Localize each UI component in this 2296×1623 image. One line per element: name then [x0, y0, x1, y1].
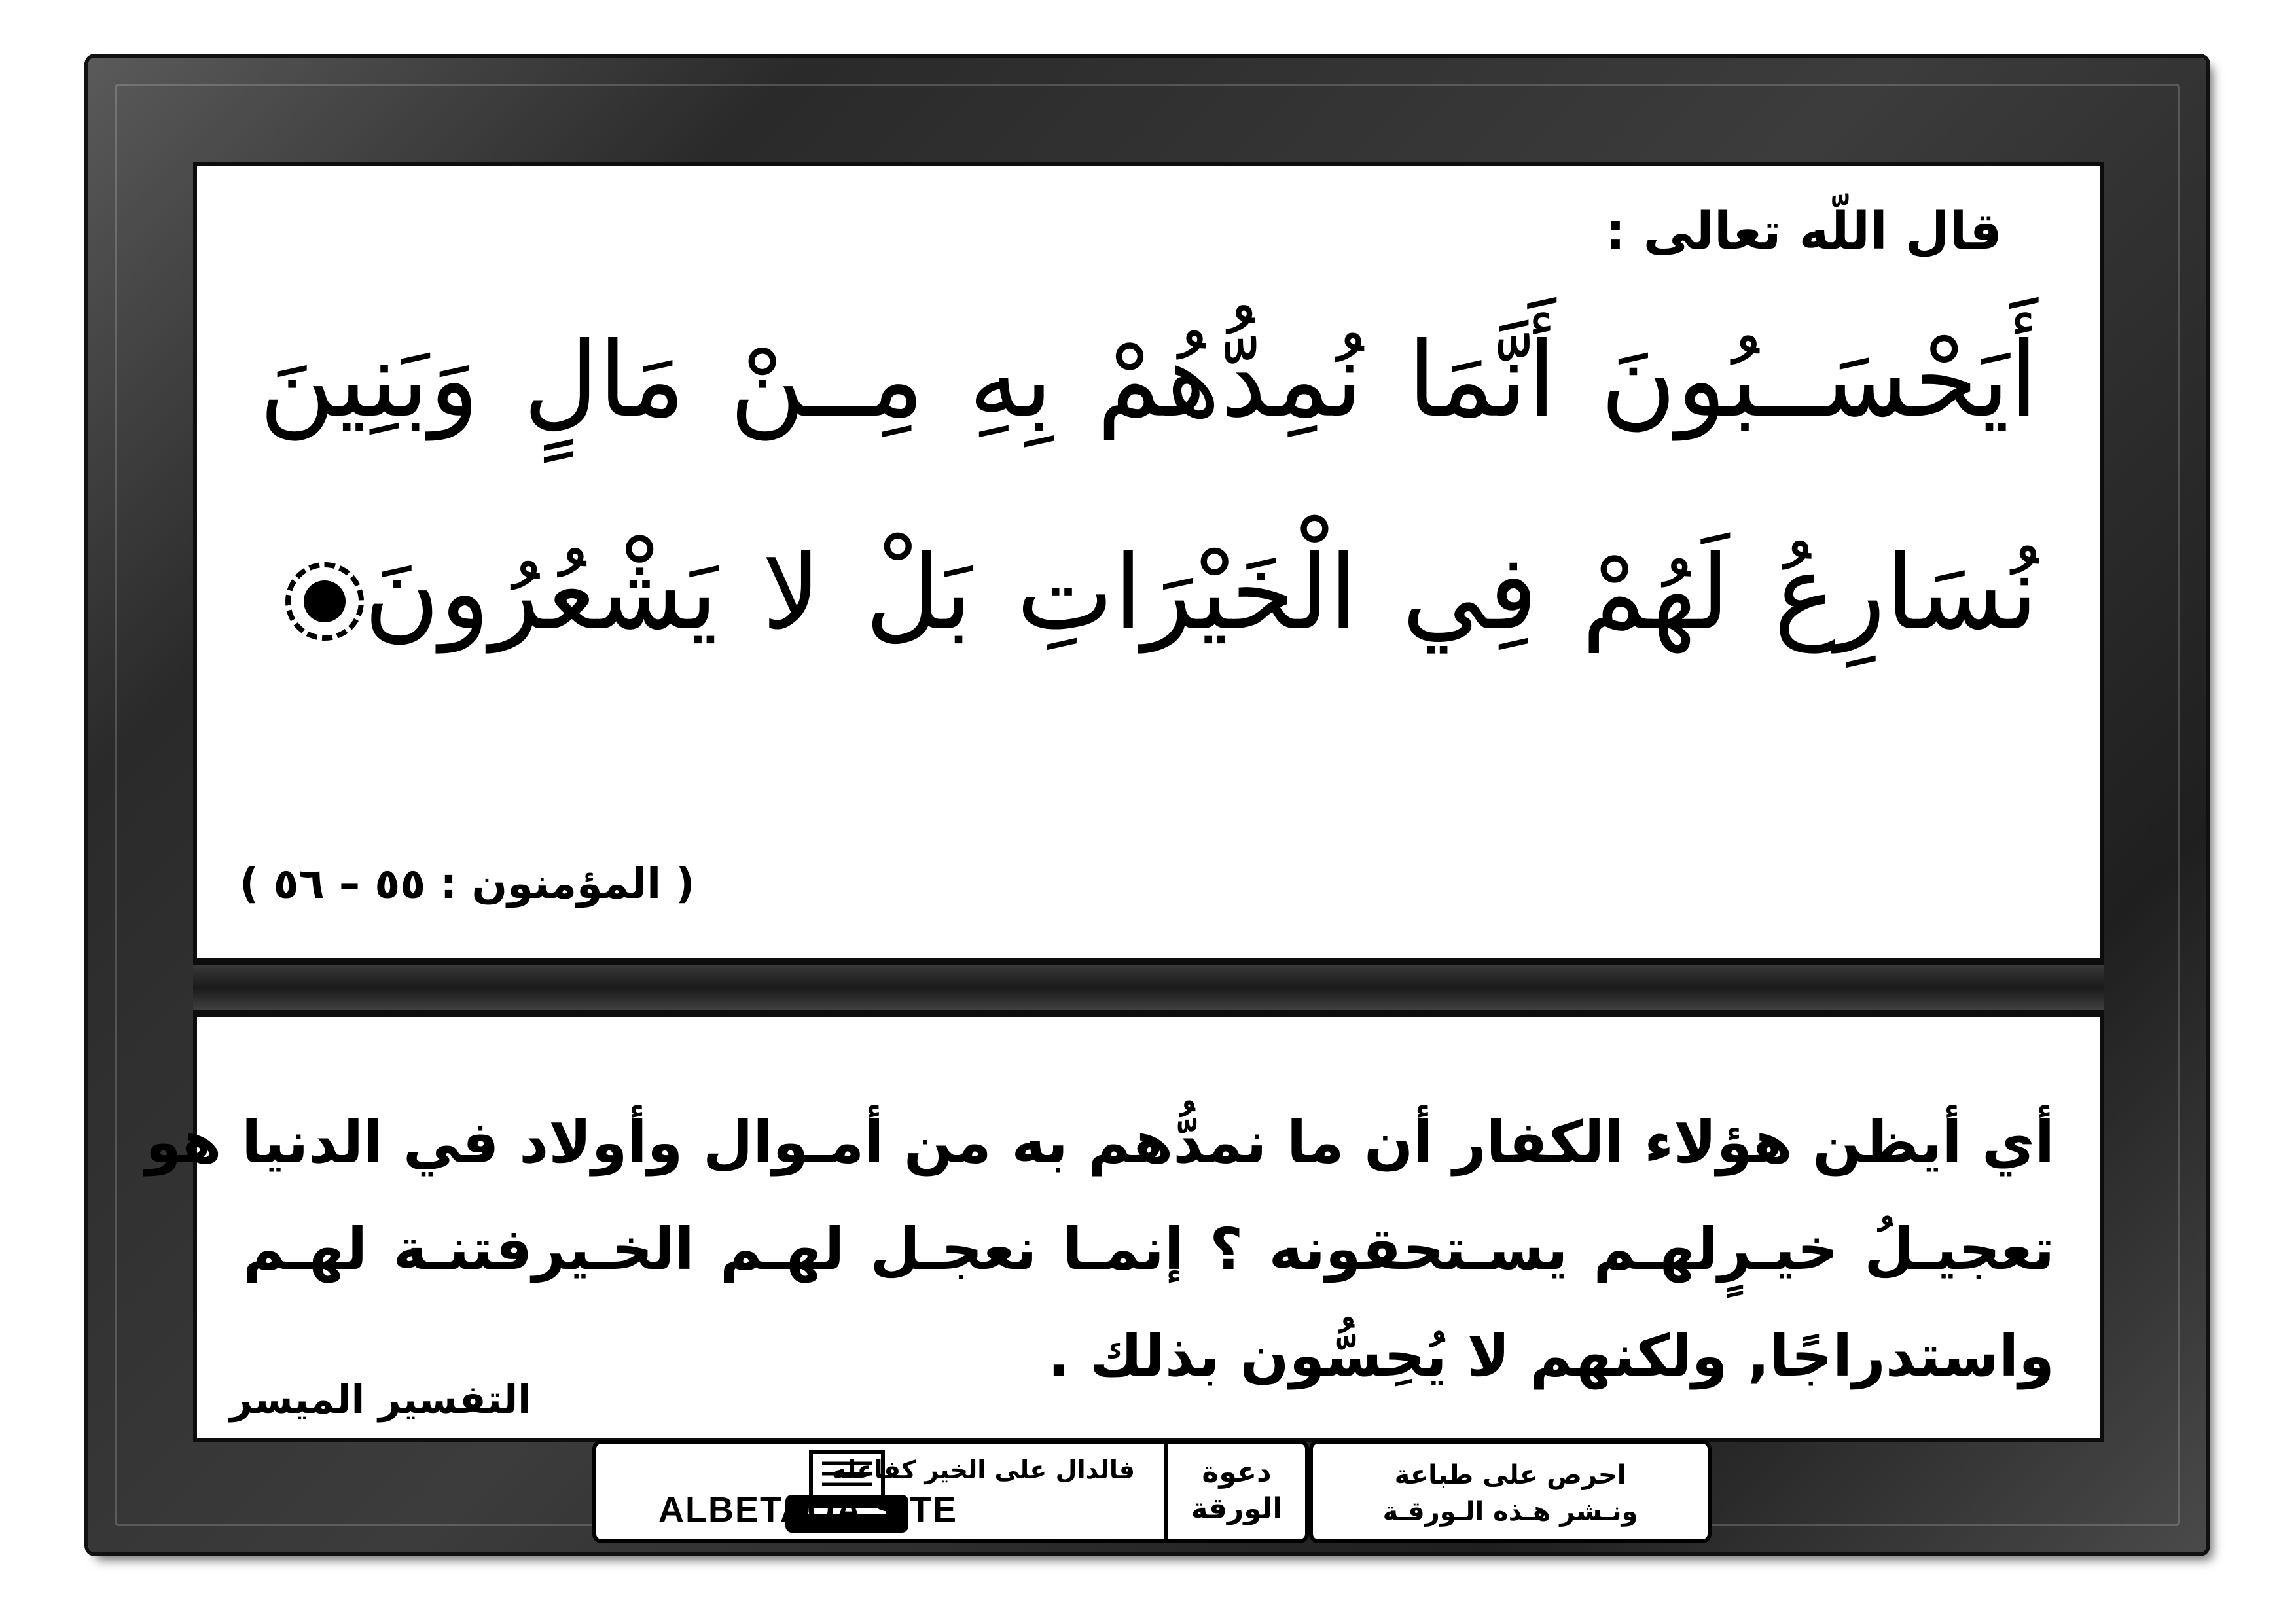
print-prompt-line-1: احرص على طباعة [1394, 1460, 1626, 1490]
site-motto: فالدال على الخير كفاعله [831, 1455, 1135, 1484]
tafsir-source: التفسير الميسر [230, 1377, 531, 1423]
logo-line-1: دعوة [1202, 1455, 1272, 1489]
tafsir-panel [145, 1013, 2104, 1442]
surah-reference: ( المؤمنون : ٥٥ – ٥٦ ) [240, 860, 695, 908]
verse-line-2-text: نُسَارِعُ لَهُمْ فِي الْخَيْرَاتِ بَلْ لا يَشْعُرُونَ [364, 533, 2038, 653]
ayah-end-icon [285, 562, 364, 641]
intro-heading: قال اللّه تعالى : [1605, 202, 2002, 261]
verse-panel [193, 162, 2104, 962]
panel-divider [193, 962, 2104, 1013]
tafsir-line: أي أيظن هؤلاء الكفار أن ما نمدُّهم به من أمـوال وأولاد في الدنيا هو [145, 1109, 2054, 1176]
tafsir-line: تعجيـلُ خيـرٍلهـم يسـتحقونه ؟ إنمـا نعجـل لهـم الخـيرفتنـة لهـم [243, 1215, 2054, 1283]
tafsir-text [145, 1089, 2054, 1409]
dawa-logo [1164, 1444, 1305, 1539]
logo-line-2: الورقة [1191, 1492, 1283, 1525]
print-prompt-line-2: ونـشر هـذه الـورقـة [1382, 1497, 1638, 1527]
verse-line-1: أَيَحْسَــبُونَ أَنَّمَا نُمِدُّهُمْ بِهِ مِــنْ مَالٍ وَبَنِينَ [259, 320, 2038, 440]
site-url: ALBETAQA.SITE [658, 1490, 958, 1529]
tafsir-line: واستدراجًا, ولكنهم لا يُحِسُّون بذلك . [1047, 1322, 2054, 1389]
verse-line-2 [259, 533, 2038, 653]
site-footer-box [592, 1440, 1309, 1543]
print-prompt [1313, 1457, 1708, 1530]
print-prompt-box [1309, 1440, 1712, 1543]
